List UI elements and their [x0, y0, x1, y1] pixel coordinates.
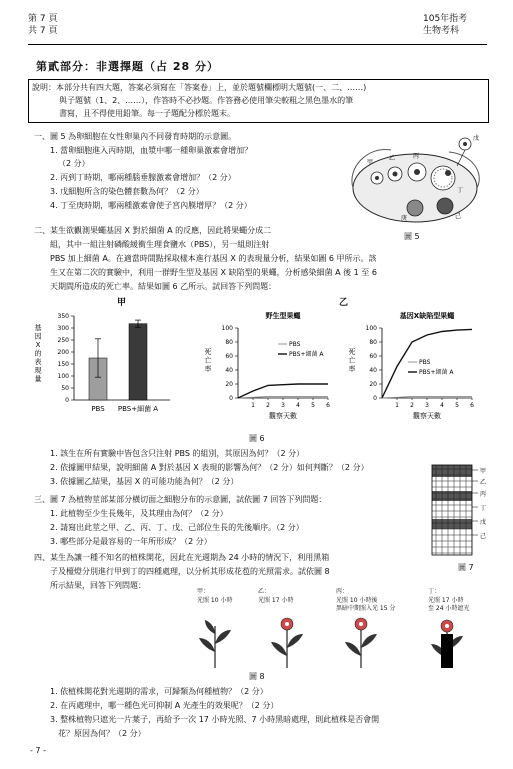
chart-title: 野生型果蠅: [265, 312, 301, 320]
q2-stem-line: 二、某生欲觀測果蠅基因 X 對於細菌 A 的反應，因此將果蠅分成二: [34, 226, 272, 235]
plant-a-condition: 光照 10 小時: [197, 597, 233, 604]
layer-label: 甲: [480, 468, 487, 475]
q4-item-3-cont: 花？原因為何？（2 分）: [58, 729, 146, 738]
y-axis-label-char: 率: [348, 365, 356, 373]
y-tick-label: 350: [57, 313, 69, 320]
plant-c-label: 丙：: [336, 588, 349, 595]
q1-item-1-points: （2 分）: [58, 159, 90, 168]
total-pages-label: 共 7 頁: [28, 26, 58, 36]
q3-stem: 三、圖 7 為植物莖部某部分橫切面之細胞分布的示意圖，試依圖 7 回答下列問題：: [34, 495, 327, 504]
x-tick-label: 2: [410, 402, 414, 409]
y-axis-label-char: 因: [34, 332, 42, 341]
y-tick-label: 80: [369, 339, 377, 346]
q1-item-2: 2. 丙到丁時期，哪兩種腦垂腺激素會增加？（2 分）: [50, 173, 236, 182]
plants-illustration: [195, 612, 495, 670]
y-tick-label: 20: [369, 381, 377, 388]
y-tick-label: 80: [225, 339, 233, 346]
q4-item-1: 1. 依植株開花對光週期的需求，可歸類為何種植物？（2 分）: [50, 687, 268, 696]
plant-b-condition: 光照 17 小時: [258, 597, 294, 604]
q2-stem-line: 組，其中一組注射磷酸緩衝生理食鹽水（PBS），另一組則注射: [50, 240, 270, 249]
y-tick-label: 40: [369, 367, 377, 374]
y-axis-label-char: 現: [34, 366, 42, 375]
chart-title: 基因X缺陷型果蠅: [399, 312, 455, 320]
q2-item-2: 2. 依據圖甲結果，說明細菌 A 對於基因 X 表現的影響為何？（2 分）如何判斷？（2 分）: [50, 463, 369, 472]
q1-item-4: 4. 丁至庚時期，哪兩種激素會使子宮內膜增厚？（2 分）: [50, 201, 252, 210]
page-label: 第 7 頁: [28, 14, 58, 24]
stage-label: 己: [455, 213, 462, 220]
header-rule: [28, 44, 487, 45]
figure-7-caption: 圖 7: [458, 563, 474, 572]
x-tick-label: 6: [326, 402, 330, 409]
plant-b: [271, 618, 303, 668]
plant-c-condition: 光照 10 小時後: [336, 597, 378, 604]
y-tick-label: 0: [229, 395, 233, 402]
q2-item-3: 3. 依據圖乙結果，基因 X 的可能功能為何？（2 分）: [50, 477, 239, 486]
x-tick-label: 5: [311, 402, 315, 409]
x-tick-label: 4: [296, 402, 300, 409]
x-axis-label: 觀察天數: [269, 412, 297, 420]
gene-x-bar-chart: [30, 308, 200, 434]
subject-name: 生物考科: [423, 26, 460, 36]
y-tick-label: 250: [57, 337, 69, 344]
layer-label: 戊: [480, 519, 487, 526]
plant-d-label: 丁：: [428, 588, 441, 595]
x-tick-label: 6: [470, 402, 474, 409]
q4-item-2: 2. 在丙處理中，哪一種色光可抑制 A 光產生的效果呢？（2 分）: [50, 701, 279, 710]
y-tick-label: 300: [57, 325, 69, 332]
layer-label: 丙: [480, 491, 487, 498]
instruction-line: 書寫，且不得使用鉛筆。每一子題配分標於題末。: [59, 109, 235, 118]
exam-name: 105年指考: [423, 14, 468, 24]
x-tick-label: 1: [251, 402, 255, 409]
x-tick-label: 4: [440, 402, 444, 409]
plant-c-condition-2: 黑暗中期照入光 15 分: [336, 605, 396, 612]
y-tick-label: 0: [373, 395, 377, 402]
legend-label: PBS+細菌 A: [419, 369, 454, 376]
q3-item-1: 1. 此植物至少生長幾年，及其理由為何？（2 分）: [50, 509, 228, 518]
stage-label: 乙: [389, 155, 396, 162]
plant-c: [345, 618, 377, 668]
bar: [129, 324, 147, 400]
plant-d: [431, 620, 463, 668]
y-tick-label: 100: [221, 325, 233, 332]
q4-item-3: 3. 整株植物只遮光一片葉子，再給予一次 17 小時光照、7 小時黑暗處理，則此植株是否會開: [50, 715, 380, 724]
q2-item-1: 1. 該生在所有實驗中皆包含只注射 PBS 的組別，其原因為何？（2 分）: [50, 449, 305, 458]
x-category-label: PBS: [91, 405, 105, 413]
y-axis-label-char: 亡: [348, 356, 356, 365]
y-axis-label-char: X: [35, 341, 41, 349]
q4-stem-line: 所示結果，回答下列問題：: [50, 581, 146, 590]
q2-stem-line: 生又在第二次的實驗中，利用一群野生型及基因 X 缺陷型的果蠅，分析感染細菌 A 後 1 至 6: [50, 268, 377, 277]
x-category-label: PBS+細菌 A: [117, 405, 159, 413]
y-tick-label: 50: [61, 385, 69, 392]
y-axis-label-char: 死: [204, 348, 212, 356]
panel-yi-label: 乙: [339, 298, 349, 308]
plant-a-label: 甲：: [197, 588, 210, 595]
y-tick-label: 100: [365, 325, 377, 332]
figure-8-caption: 圖 8: [249, 672, 265, 681]
y-tick-label: 100: [57, 373, 69, 380]
instruction-line: 與子題號（1、2、……），作答時不必抄題。作答務必使用筆尖較粗之黑色墨水的筆: [59, 96, 354, 105]
x-tick-label: 1: [395, 402, 399, 409]
plant-d-condition: 光照 17 小時: [428, 597, 464, 604]
y-axis-label-char: 的: [34, 349, 42, 358]
y-tick-label: 60: [369, 353, 377, 360]
legend-label: PBS: [289, 341, 301, 348]
section-title: 第貳部分：非選擇題（占 28 分）: [36, 60, 219, 73]
layer-label: 丁: [480, 505, 487, 512]
q4-stem-line: 子及檯燈分別進行甲到丁的四種處理，以分析其形成花苞的光照需求。試依圖 8: [50, 567, 330, 576]
y-axis-label-char: 亡: [204, 356, 212, 365]
figure-6-caption: 圖 6: [249, 434, 265, 443]
y-axis-label-char: 量: [34, 375, 42, 383]
q2-stem-line: PBS 加上細菌 A。在適當時間點採取樣本進行基因 X 的表現量分析，結果如圖 6 甲所示。該: [50, 254, 377, 263]
figure-5-caption: 圖 5: [404, 232, 420, 241]
y-axis-label-char: 率: [204, 365, 212, 373]
wildtype-mortality-chart: [198, 308, 346, 434]
q3-item-3: 3. 哪些部分是最容易的一年所形成？（2 分）: [50, 537, 212, 546]
q4-stem-line: 四、某生為讓一種不知名的植株開花，因此在光週期為 24 小時的情況下，利用黑箱: [34, 553, 330, 562]
y-tick-label: 200: [57, 349, 69, 356]
layer-label: 己: [480, 533, 487, 540]
ovary-diagram: [345, 128, 487, 228]
series-line: [238, 384, 328, 398]
y-axis-label-char: 死: [348, 348, 356, 356]
stage-label: 丙: [413, 153, 420, 160]
y-tick-label: 60: [225, 353, 233, 360]
q3-item-2: 2. 請寫出此莖之甲、乙、丙、丁、戊、己部位生長的先後順序。（2 分）: [50, 523, 304, 532]
legend-label: PBS: [419, 359, 431, 366]
page-number: - 7 -: [30, 746, 46, 755]
y-tick-label: 150: [57, 361, 69, 368]
x-tick-label: 5: [455, 402, 459, 409]
x-axis-label: 觀察天數: [413, 412, 441, 420]
stage-label: 庚: [401, 215, 408, 222]
x-tick-label: 3: [281, 402, 285, 409]
y-tick-label: 20: [225, 381, 233, 388]
stage-label: 甲: [367, 159, 374, 166]
y-tick-label: 0: [65, 397, 69, 404]
panel-jia-label: 甲: [117, 298, 127, 308]
q1-stem: 一、圖 5 為卵細胞在女性卵巢內不同發育時期的示意圖。: [34, 132, 237, 141]
knockout-mortality-chart: [342, 308, 492, 434]
instruction-line: 說明：本部分共有四大題，答案必須寫在「答案卷」上，並於題號欄標明大題號(一、二、……): [32, 83, 367, 92]
q2-stem-line: 天期間所造成的死亡率。結果如圖 6 乙所示。試回答下列問題：: [50, 282, 277, 291]
plant-a: [199, 620, 231, 668]
legend-label: PBS+細菌 A: [289, 351, 324, 358]
layer-label: 乙: [480, 479, 487, 486]
plant-b-label: 乙：: [258, 588, 271, 595]
q1-item-3: 3. 戊細胞所含的染色體套數為何？（2 分）: [50, 187, 204, 196]
plant-d-condition-2: 至 24 小時遮光: [428, 605, 470, 612]
y-axis-label-char: 基: [34, 324, 42, 332]
stage-label: 丁: [457, 187, 464, 194]
q1-item-1: 1. 當卵細胞進入丙時期，血漿中哪一種卵巢激素會增加？: [50, 146, 253, 155]
stem-cross-section: [430, 463, 492, 557]
x-tick-label: 2: [266, 402, 270, 409]
y-tick-label: 40: [225, 367, 233, 374]
y-axis-label-char: 表: [34, 358, 42, 366]
x-tick-label: 3: [425, 402, 429, 409]
stage-label: 戊: [473, 135, 480, 142]
instruction-box: [28, 79, 489, 123]
